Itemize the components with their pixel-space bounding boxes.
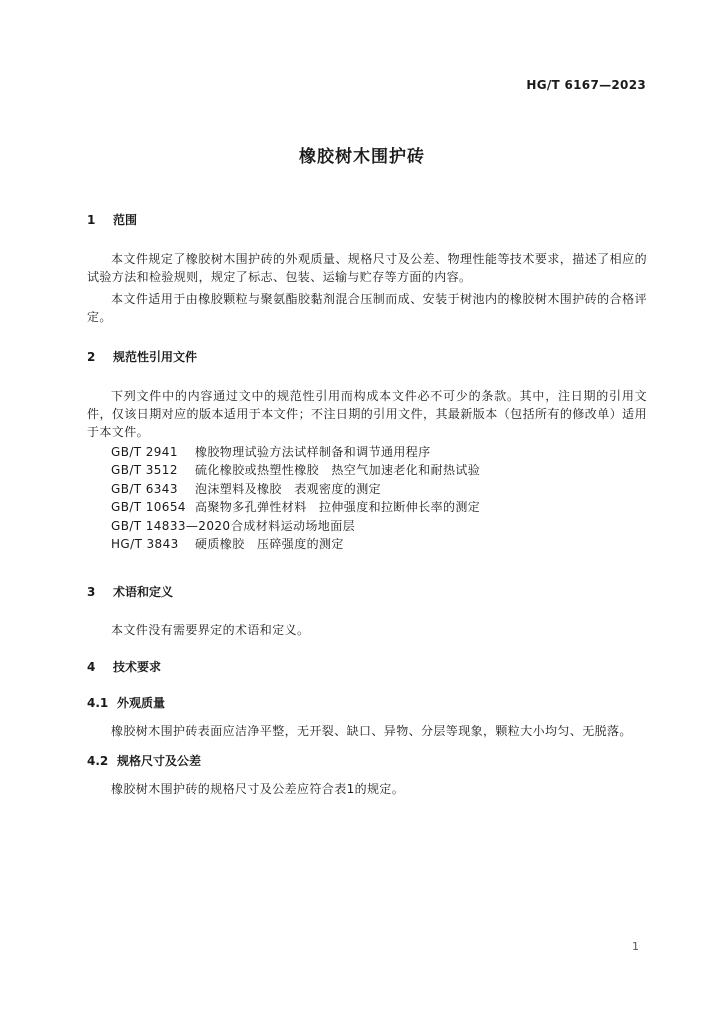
reference-code: GB/T 6343 <box>111 481 178 496</box>
references-intro: 下列文件中的内容通过文中的规范性引用而构成本文件必不可少的条款。其中，注日期的引用文件，仅该日期对应的版本适用于本文件；不注日期的引用文件，其最新版本（包括所有的修改单）适用于本文件。 <box>87 389 647 439</box>
reference-list <box>111 443 480 553</box>
section-4-heading <box>87 658 161 675</box>
section-number: 1 <box>87 213 96 227</box>
reference-title: 泡沫塑料及橡胶 表观密度的测定 <box>195 481 382 496</box>
section-number: 4.1 <box>87 696 109 710</box>
reference-item <box>111 535 480 553</box>
scope-paragraph-2: 本文件适用于由橡胶颗粒与聚氨酯胶黏剂混合压制而成、安装于树池内的橡胶树木围护砖的合格评定。 <box>87 292 647 324</box>
section-title: 外观质量 <box>117 696 166 710</box>
section-4-1-heading <box>87 694 165 711</box>
section-title: 术语和定义 <box>113 585 174 599</box>
section-number: 4.2 <box>87 754 109 768</box>
terms-paragraph: 本文件没有需要界定的术语和定义。 <box>111 623 310 637</box>
section-4-2-heading <box>87 752 201 769</box>
section-number: 3 <box>87 585 96 599</box>
section-1-heading <box>87 211 137 228</box>
appearance-paragraph: 橡胶树木围护砖表面应洁净平整，无开裂、缺口、异物、分层等现象，颗粒大小均匀、无脱落。 <box>111 724 632 738</box>
reference-item <box>111 517 480 535</box>
reference-item <box>111 480 480 498</box>
reference-title: 硬质橡胶 压碎强度的测定 <box>195 536 344 551</box>
reference-item <box>111 461 480 479</box>
section-2-heading <box>87 348 197 365</box>
section-title: 规范性引用文件 <box>113 350 198 364</box>
reference-title: 硫化橡胶或热塑性橡胶 热空气加速老化和耐热试验 <box>195 463 481 478</box>
section-title: 技术要求 <box>113 660 162 674</box>
reference-item <box>111 498 480 516</box>
reference-title: 橡胶物理试验方法试样制备和调节通用程序 <box>195 445 431 459</box>
section-title: 范围 <box>113 213 138 227</box>
scope-paragraph-1: 本文件规定了橡胶树木围护砖的外观质量、规格尺寸及公差、物理性能等技术要求，描述了相应的试验方法和检验规则，规定了标志、包装、运输与贮存等方面的内容。 <box>87 252 647 284</box>
section-title: 规格尺寸及公差 <box>117 754 202 768</box>
reference-code: GB/T 14833—2020 <box>111 518 231 533</box>
document-title: 橡胶树木围护砖 <box>299 147 425 167</box>
reference-code: GB/T 2941 <box>111 445 178 459</box>
page-number: 1 <box>632 940 639 953</box>
reference-item <box>111 443 480 461</box>
section-number: 2 <box>87 350 96 364</box>
reference-title: 合成材料运动场地面层 <box>231 518 356 533</box>
reference-code: GB/T 10654 <box>111 500 186 515</box>
reference-title: 高聚物多孔弹性材料 拉伸强度和拉断伸长率的测定 <box>195 500 481 515</box>
dimensions-paragraph: 橡胶树木围护砖的规格尺寸及公差应符合表1的规定。 <box>111 782 405 796</box>
reference-code: GB/T 3512 <box>111 463 178 478</box>
section-3-heading <box>87 583 173 600</box>
standard-code: HG/T 6167—2023 <box>526 78 646 92</box>
reference-code: HG/T 3843 <box>111 536 179 551</box>
section-number: 4 <box>87 660 96 674</box>
